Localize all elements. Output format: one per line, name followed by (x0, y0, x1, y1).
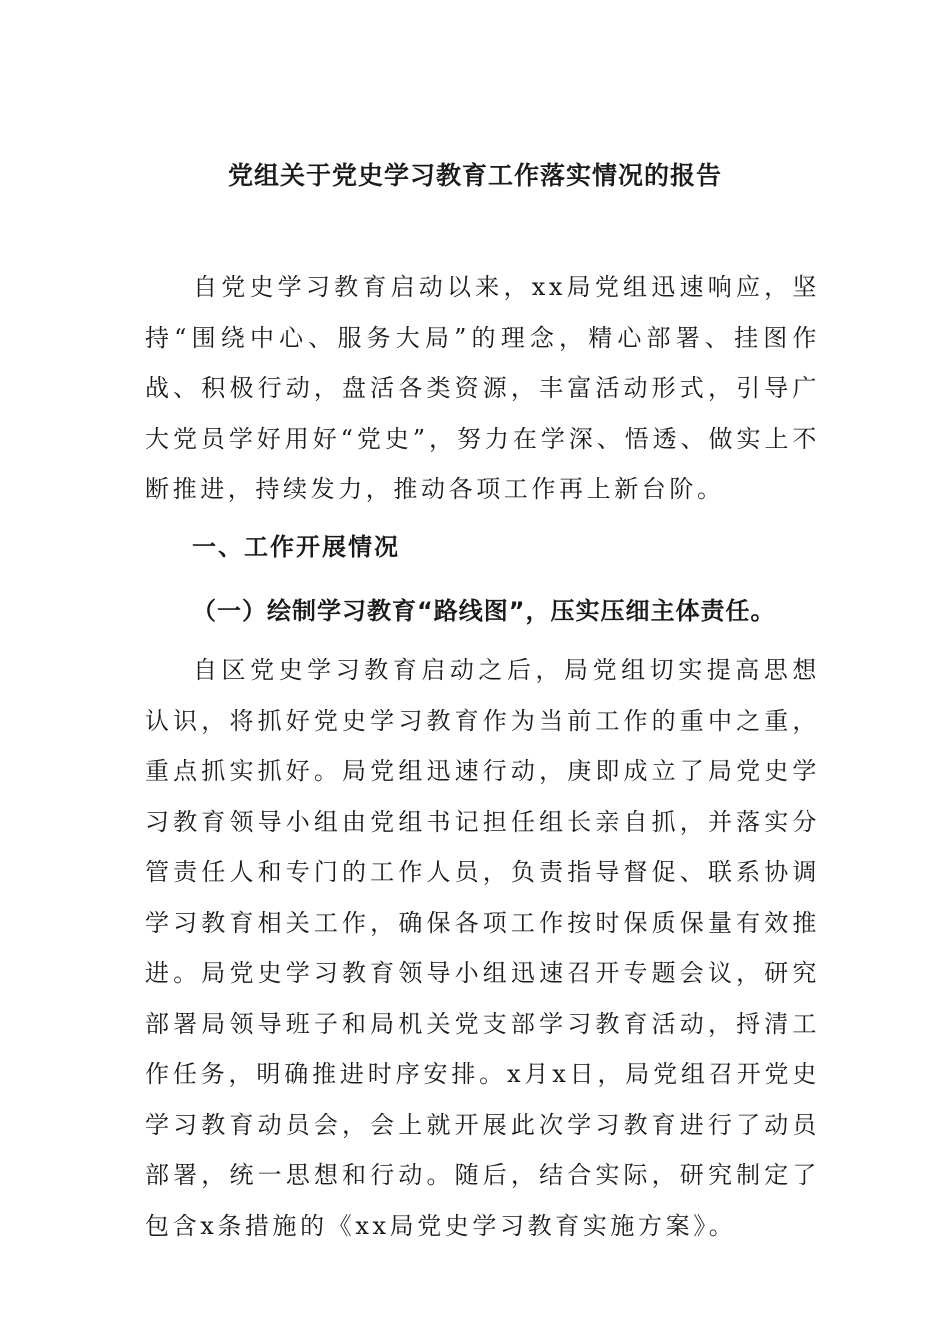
body-paragraph: 自区党史学习教育启动之后，局党组切实提高思想认识，将抓好党史学习教育作为当前工作的重中之重，重点抓实抓好。局党组迅速行动，庚即成立了局党史学习教育领导小组由党组书记担任组长亲自抓，并落实分管责任人和专门的工作人员，负责指导督促、联系协调学习教育相关工作，确保各项工作按时保质保量有效推进。局党史学习教育领导小组迅速召开专题会议，研究部署局领导班子和局机关党支部学习教育活动，捋清工作任务，明确推进时序安排。x月x日，局党组召开党史学习教育动员会，会上就开展此次学习教育进行了动员部署，统一思想和行动。随后，结合实际，研究制定了包含x条措施的《xx局党史学习教育实施方案》。 (145, 656, 820, 1240)
intro-paragraph: 自党史学习教育启动以来，xx局党组迅速响应，坚持“围绕中心、服务大局”的理念，精心部署、挂图作战、积极行动，盘活各类资源，丰富活动形式，引导广大党员学好用好“党史”，努力在学深、悟透、做实上不断推进，持续发力，推动各项工作再上新台阶。 (145, 273, 820, 503)
subsection-heading: （一）绘制学习教育“路线图”，压实压细主体责任。 (192, 597, 776, 625)
document-title: 党组关于党史学习教育工作落实情况的报告 (227, 161, 722, 190)
section-heading: 一、工作开展情况 (192, 533, 400, 561)
